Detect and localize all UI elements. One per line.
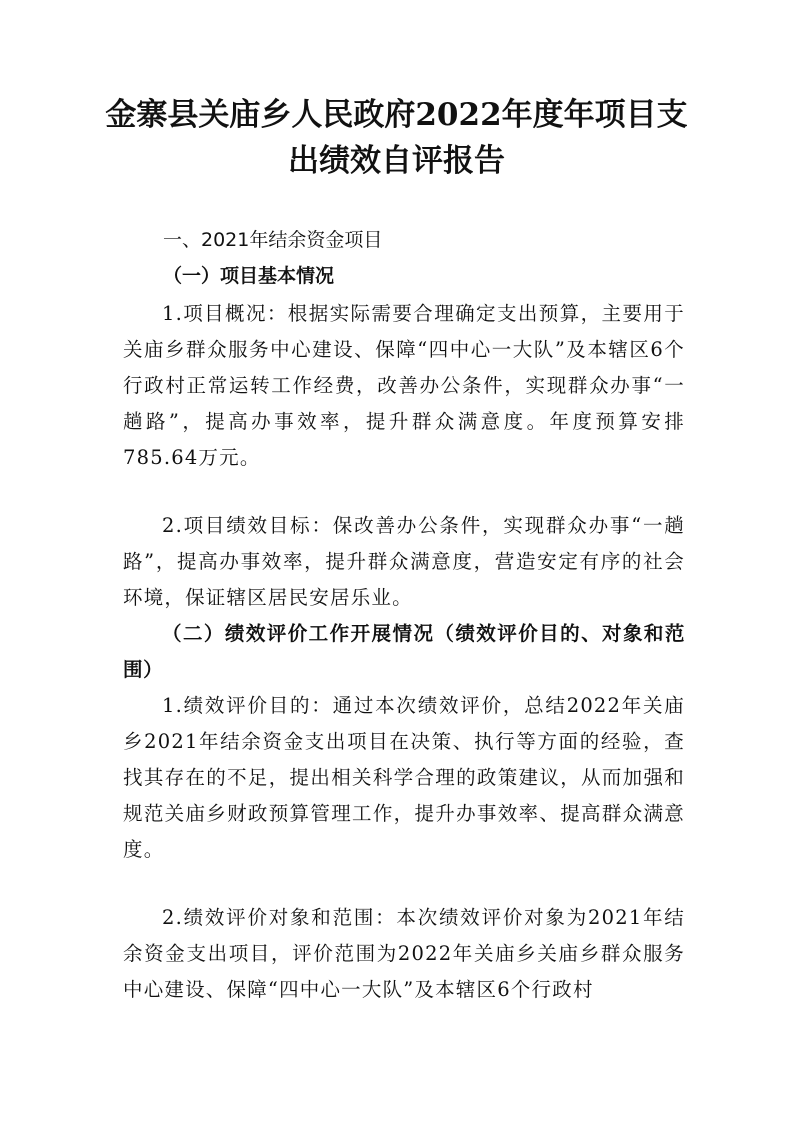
paragraph-evaluation-scope: 2.绩效评价对象和范围：本次绩效评价对象为2021年结余资金支出项目，评价范围为2022年关庙乡关庙乡群众服务中心建设、保障“四中心一大队”及本辖区6个行政村	[123, 906, 685, 1001]
subsection-heading-2: （二）绩效评价工作开展情况（绩效评价目的、对象和范围）	[123, 622, 685, 681]
paragraph-project-overview: 1.项目概况：根据实际需要合理确定支出预算，主要用于关庙乡群众服务中心建设、保障“四中心一大队”及本辖区6个行政村正常运转工作经费，改善办公条件，实现群众办事“一趟路”，提高办事效率，提升群众满意度。年度预算安排785.64万元。	[123, 302, 685, 469]
document-title: 金寨县关庙乡人民政府2022年度年项目支出绩效自评报告	[105, 97, 688, 179]
section-heading-1: 一、2021年结余资金项目	[163, 229, 383, 251]
paragraph-evaluation-purpose: 1.绩效评价目的：通过本次绩效评价，总结2022年关庙乡2021年结余资金支出项目在决策、执行等方面的经验，查找其存在的不足，提出相关科学合理的政策建议，从而加强和规范关庙乡财政预算管理工作，提升办事效率、提高群众满意度。	[123, 694, 685, 861]
subsection-heading-1: （一）项目基本情况	[163, 265, 335, 287]
paragraph-performance-goal: 2.项目绩效目标：保改善办公条件，实现群众办事“一趟路”，提高办事效率，提升群众满意度，营造安定有序的社会环境，保证辖区居民安居乐业。	[123, 514, 685, 609]
